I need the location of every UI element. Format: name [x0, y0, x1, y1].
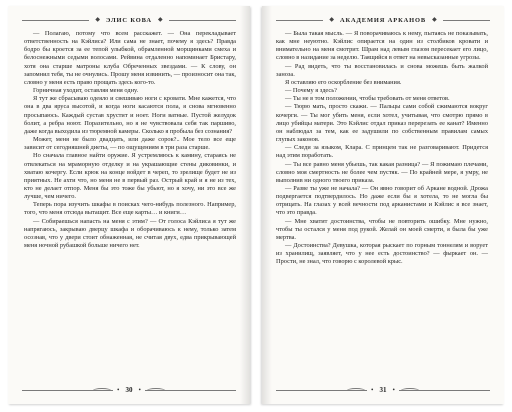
paragraph: — Рад видеть, что ты восстановилась и снова можешь быть жалкой заноза.	[276, 62, 488, 78]
left-page-footer	[22, 384, 236, 396]
dot-ornament-icon: •	[392, 386, 395, 394]
paragraph: Я тут же сбрасываю одеяло и свешиваю ноги с кровати. Мне кажется, что она в два яруса высотой, и когда ноги касаются пола, я снова мгновенно просыпаюсь. Каждый сустав хрустит и ноет. Ноги ватные. Пустой желудок болит, а ребра ноют. Поразительно, но я не чувствовала себя так паршиво, даже когда выходила из тюремной камеры. Сколько я пробыла без сознания?	[24, 95, 236, 135]
paragraph: — Ты все равно меня убьешь, так какая разница? — Я пожимаю плечами, словно моя смертность не более чем пустяк. — По крайней мере, я умру, не выполнив ни одного твоего приказа.	[276, 160, 488, 184]
paragraph: — Тюрю мать, просто скажи. — Пальцы сами собой сжимаются вокруг кочерги. — Ты мог убить меня, если хотел, учитывая, что смотрю прямо в лицо убийцы матери. Это Кэйлис отдал приказ перерезать ее канат? Именно он наблюдал за тем, как ее задушили по собственным правилам самых глупых законов.	[276, 103, 488, 144]
paragraph: — Почему я здесь?	[285, 87, 337, 95]
dot-ornament-icon: •	[138, 386, 141, 394]
paragraph: Но сначала главное найти оружие. Я устремляюсь к камину, стараясь не отвлекаться на мраморную отделку и на украшающие стены диковинки, и хватаю кочергу. Если крюк на конце войдет в череп, то зрелище будет не из приятных. Не ахти что, но меня не в первый раз. Острый край и я не из тех, кто не делает отпор. Меня бы это тоже бы убьют, но я хочу, ни это все же лучше, чем ничего.	[24, 152, 236, 201]
right-page	[262, 6, 504, 404]
footer-flourish	[145, 388, 236, 392]
right-page-footer	[276, 384, 490, 396]
left-page	[8, 6, 250, 404]
paragraph: — Полагаю, потому что всем расскажет. — Она перекладывает ответственность на Кэйлиса? Или сама не знает, почему я здесь? Правда бодро бы кроется за ее тепой улыбкой, обрамленной морщинками смеха и белоснежными седыми волосами. Рейвина отдаленно напоминает Бристару, хотя она старше матроны клуба Обреченных звездами. — К слову, он запомнил тебя, ты не очнулись. Прошу меня извинить, — произносит она так, словно у меня есть право прощать здесь кого-то.	[24, 30, 236, 86]
gutter-shadow	[240, 6, 250, 404]
diamond-ornament-icon: ◆	[329, 17, 334, 23]
dot-ornament-icon: •	[117, 386, 120, 394]
right-page-body	[276, 30, 488, 267]
left-header-author: ЭЛИС КОВА	[106, 16, 152, 24]
right-running-header	[276, 14, 490, 26]
diamond-ornament-icon: ◆	[432, 17, 437, 23]
paragraph: Я оставляю его оскорбление без внимания.	[285, 78, 402, 86]
right-page-number: 31	[379, 386, 387, 394]
paragraph: — Ты не в том положении, чтобы требовать от меня ответов.	[285, 95, 450, 103]
paragraph: — Мне хватит достоинства, чтобы не повторить ошибку. Мне нужно, чтобы ты остался у меня под рукой. Желай он моей смерти, я была бы уже мертва.	[276, 217, 488, 241]
paragraph: — Разве ты уже не начала? — Он явно говорит об Аркане водной. Дрожа подвергается подтвердилось. Но даже если бы я хотела, то не могла бы отрицать. На глазах у всей вечности под арканистами и Кэйлис я все знает, что это правда.	[276, 184, 488, 217]
header-rule	[22, 20, 89, 21]
paragraph: — Следи за языком, Клара. С принцем так не разговаривают. Придется над этим поработать.	[276, 144, 488, 160]
diamond-ornament-icon: ◆	[95, 17, 101, 23]
header-rule	[443, 20, 490, 21]
left-page-body	[24, 30, 236, 250]
left-running-header	[22, 14, 236, 26]
paragraph: Горничная уходит, оставляя меня одну.	[33, 87, 139, 95]
header-rule	[276, 20, 323, 21]
footer-flourish	[22, 388, 113, 392]
paragraph: — Собираешься напасть на меня с этим? — От голоса Кэйлиса я тут же напрягаюсь, закрываю дверцу шкафа и оборачиваюсь к нему, только затем осознав, что у двери стоит обнаженная, не считая двух, едва прикрывающей меня ночной рубашкой больше ничего нет.	[24, 217, 236, 250]
footer-flourish	[276, 388, 367, 392]
paragraph: — Достоинства? Девушка, которая рыскает по горным тоннелям и ворует из хранилищ, заявляет, что у нее есть достоинство? — фыркает он. — Прости, не знал, что говорю с королевой крыс.	[276, 242, 488, 266]
header-rule	[169, 20, 236, 21]
dot-ornament-icon: •	[371, 386, 374, 394]
gutter-shadow	[262, 6, 272, 404]
paragraph: Может, меня не было двадцать, или даже сорок?.. Мое тело все еще зависит от сегодняшней диеты, — по ощущениям в три раза старше.	[24, 136, 236, 152]
right-header-title: АКАДЕМИЯ АРКАНОВ	[339, 16, 427, 24]
footer-flourish	[399, 388, 490, 392]
left-page-number: 30	[125, 386, 133, 394]
paragraph: — Была такая мысль. — Я поворачиваюсь к нему, пытаясь не показывать, как мне неуютно. Кэйлис опирается на один из столбиков кровати и внимательно на меня смотрит. Шрам над левым глазом пересекает его лицо, словно в назидание за неделю. Таящийся в ответ на невысказанные угрозы.	[276, 30, 488, 62]
diamond-ornament-icon: ◆	[157, 17, 163, 23]
paragraph: Теперь пора изучить шкафы в поисках чего-нибудь полезного. Например, того, что меня отсюда вытащит. Все еще карты… и книги…	[24, 201, 236, 217]
